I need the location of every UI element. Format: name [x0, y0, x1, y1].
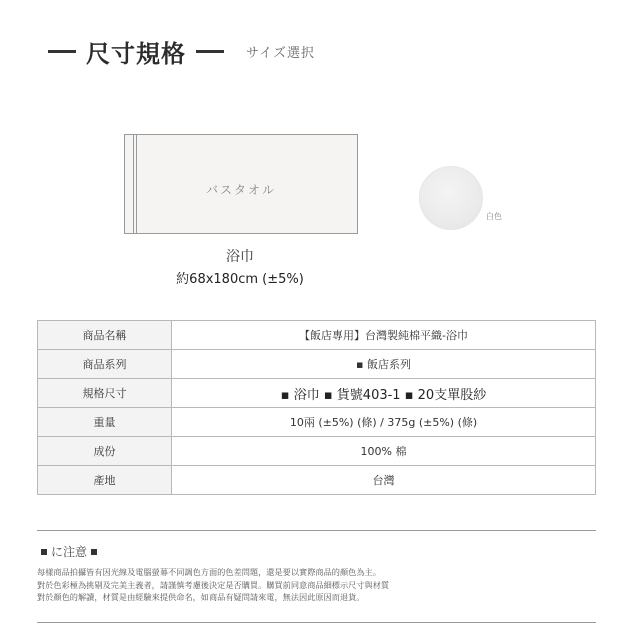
- spec-value: 台灣: [172, 466, 596, 495]
- notice-line: 對於色彩極為挑剔及完美主義者，請謹慎考慮後決定是否購買。購買前同意商品細標示尺寸與材質: [37, 579, 390, 590]
- page-title: 尺寸規格: [86, 39, 186, 68]
- spec-value: ▪ 飯店系列: [172, 350, 596, 379]
- table-row: [38, 437, 596, 466]
- towel-label: バスタオル: [205, 183, 276, 197]
- notice-top-divider: [37, 530, 596, 531]
- spec-value: 【飯店專用】台灣製純棉平織-浴巾: [172, 321, 596, 350]
- color-swatch-label: 白色: [486, 212, 502, 221]
- product-name: 浴巾: [226, 249, 254, 265]
- spec-key: 成份: [38, 437, 172, 466]
- spec-table: [37, 320, 596, 495]
- spec-key: 商品名稱: [38, 321, 172, 350]
- spec-value: 100% 棉: [172, 437, 596, 466]
- square-bullet-icon: [41, 549, 47, 555]
- table-row: [38, 379, 596, 408]
- notice-line: 每樣商品拍攝皆有因光線及電腦螢幕不同調色方面的色差問題，還是要以實際商品的顏色為主。: [37, 567, 381, 577]
- spec-value: ▪ 浴巾 ▪ 貨號403-1 ▪ 20支單股紗: [172, 379, 596, 408]
- table-row: [38, 466, 596, 495]
- notice-bottom-divider: [37, 622, 596, 623]
- page-subtitle: サイズ選択: [246, 46, 315, 61]
- product-size: 約68x180cm (±5%): [176, 272, 304, 287]
- title-right-dash: [196, 50, 224, 53]
- spec-value: 10兩 (±5%) (條) / 375g (±5%) (條): [172, 408, 596, 437]
- notice-line: 對於顏色的解讀，材質是由經驗來提供命名，如商品有疑問請來電，無法因此原因而退貨。: [37, 592, 365, 602]
- towel-illustration: [124, 134, 358, 234]
- table-row: [38, 350, 596, 379]
- table-row: [38, 321, 596, 350]
- spec-key: 商品系列: [38, 350, 172, 379]
- spec-key: 產地: [38, 466, 172, 495]
- notice-title: に注意: [51, 545, 88, 559]
- square-bullet-icon: [91, 549, 97, 555]
- notice-heading: [37, 543, 101, 560]
- spec-key: 規格尺寸: [38, 379, 172, 408]
- table-row: [38, 408, 596, 437]
- color-swatch-white[interactable]: [419, 166, 483, 230]
- spec-key: 重量: [38, 408, 172, 437]
- section-header: [48, 34, 315, 69]
- notice-body: [37, 566, 389, 604]
- title-left-dash: [48, 50, 76, 53]
